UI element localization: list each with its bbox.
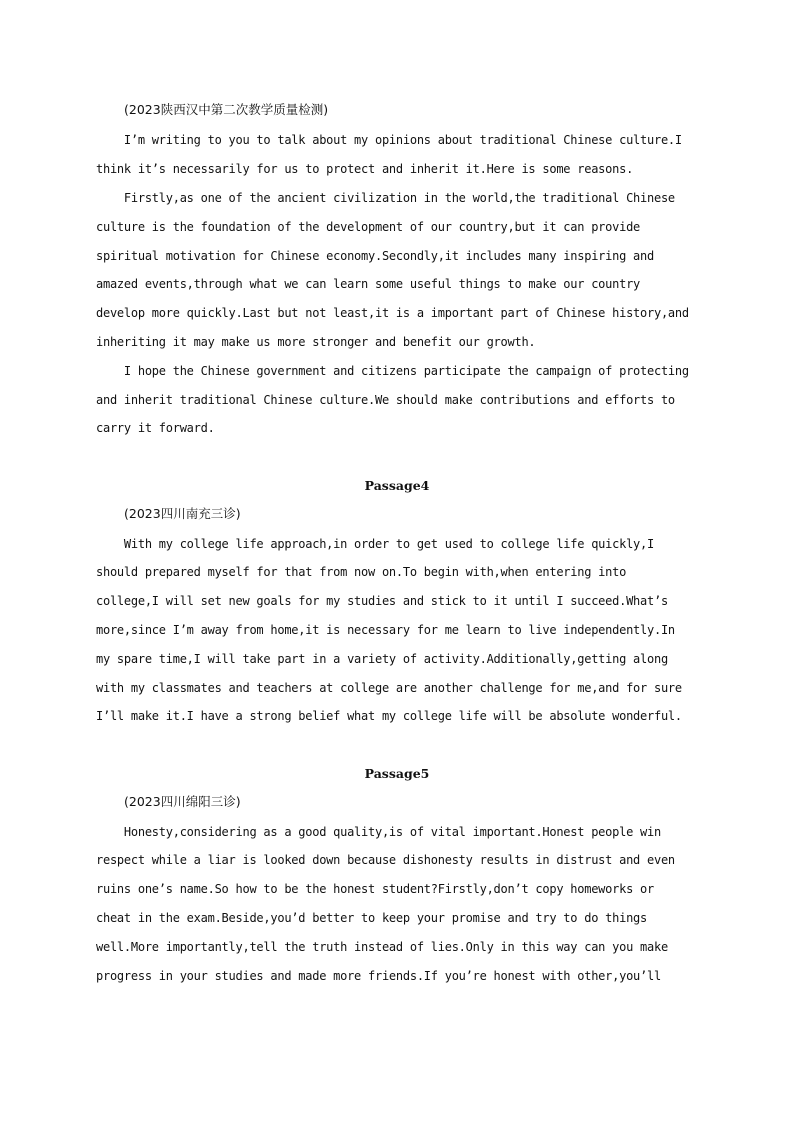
- passage4-heading: Passage4: [364, 478, 430, 493]
- passage5-line: cheat in the exam.Beside,you’d better to keep your promise and try to do things: [96, 911, 647, 925]
- passage5-source: (2023四川绵阳三诊): [124, 794, 241, 809]
- passage3-line: think it’s necessarily for us to protect and inherit it.Here is some reasons.: [96, 162, 634, 176]
- passage4-line: with my classmates and teachers at college are another challenge for me,and for sure: [96, 681, 682, 695]
- passage3-source: (2023陕西汉中第二次教学质量检测): [124, 102, 329, 117]
- passage3-line: amazed events,through what we can learn some useful things to make our country: [96, 277, 641, 291]
- passage3-line: Firstly,as one of the ancient civilization in the world,the traditional Chinese: [96, 191, 675, 205]
- passage4-line: more,since I’m away from home,it is necessary for me learn to live independently.In: [96, 623, 675, 637]
- passage4-line: college,I will set new goals for my studies and stick to it until I succeed.What’s: [96, 594, 668, 608]
- passage3-line: culture is the foundation of the development of our country,but it can provide: [96, 220, 641, 234]
- passage5-line: well.More importantly,tell the truth instead of lies.Only in this way can you make: [96, 940, 668, 954]
- passage4-line: should prepared myself for that from now on.To begin with,when entering into: [96, 565, 627, 579]
- passage4-source: (2023四川南充三诊): [124, 506, 241, 521]
- passage3-line: inheriting it may make us more stronger and benefit our growth.: [96, 335, 536, 349]
- passage5-line: ruins one’s name.So how to be the honest student?Firstly,don’t copy homeworks or: [96, 882, 654, 896]
- passage3-line: I hope the Chinese government and citizens participate the campaign of protecting: [96, 364, 689, 378]
- passage3-line: I’m writing to you to talk about my opinions about traditional Chinese culture.I: [96, 133, 682, 147]
- passage4-line: I’ll make it.I have a strong belief what my college life will be absolute wonderful.: [96, 709, 682, 723]
- passage4-line: my spare time,I will take part in a variety of activity.Additionally,getting along: [96, 652, 668, 666]
- passage5-heading: Passage5: [364, 766, 430, 781]
- passage5-line: Honesty,considering as a good quality,is of vital important.Honest people win: [96, 825, 661, 839]
- passage3-line: spiritual motivation for Chinese economy.Secondly,it includes many inspiring and: [96, 249, 654, 263]
- passage3-line: carry it forward.: [96, 421, 215, 435]
- passage4-line: With my college life approach,in order to get used to college life quickly,I: [96, 537, 654, 551]
- passage3-line: develop more quickly.Last but not least,it is a important part of Chinese history,and: [96, 306, 689, 320]
- passage3-line: and inherit traditional Chinese culture.We should make contributions and efforts to: [96, 393, 675, 407]
- passage5-line: respect while a liar is looked down because dishonesty results in distrust and even: [96, 853, 675, 867]
- passage5-line: progress in your studies and made more friends.If you’re honest with other,you’ll: [96, 969, 661, 983]
